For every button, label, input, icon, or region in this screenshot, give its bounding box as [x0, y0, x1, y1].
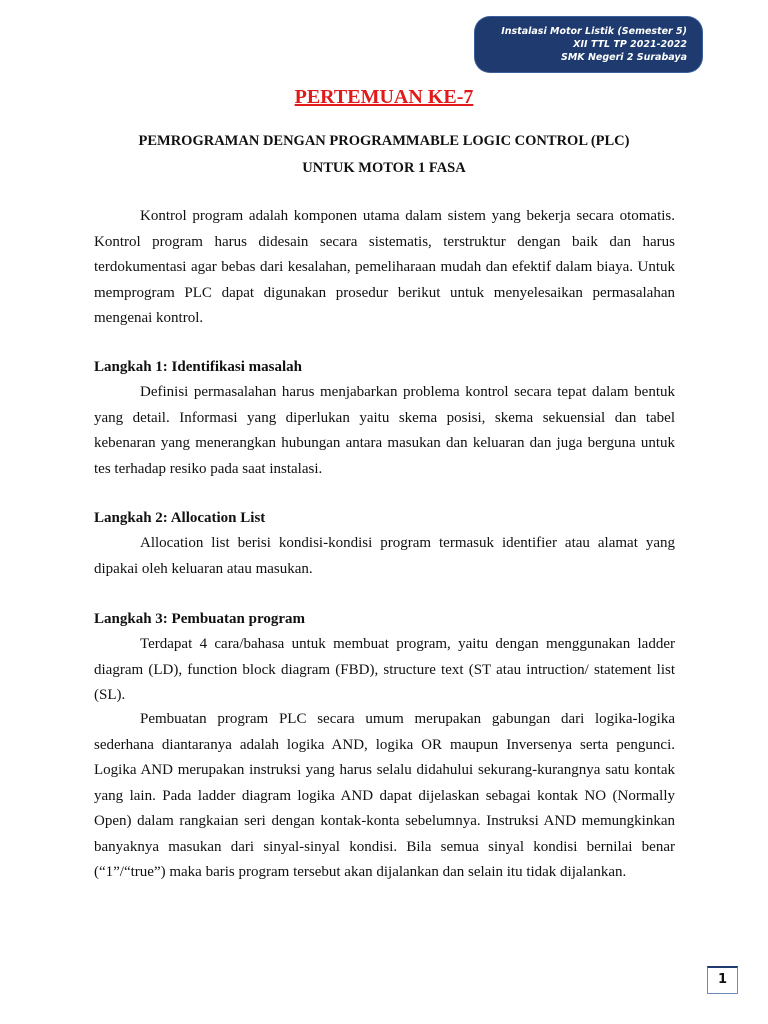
step-2-paragraph: Allocation list berisi kondisi-kondisi program termasuk identifier atau alamat yang dipakai oleh keluaran atau masukan.: [94, 535, 675, 577]
header-course: Instalasi Motor Listik (Semester 5): [501, 26, 687, 37]
step-3-paragraph-1: Terdapat 4 cara/bahasa untuk membuat program, yaitu dengan menggunakan ladder diagram (LD), function block diagram (FBD), structure text (ST atau intruction/ statement list (SL).: [94, 636, 675, 703]
intro-paragraph: Kontrol program adalah komponen utama dalam sistem yang bekerja secara otomatis. Kontrol program harus didesain secara sistematis, terstruktur dengan baik dan harus terdokumentasi agar bebas dari kesalahan, pemeliharaan mudah dan efektif dalam biaya. Untuk memprogram PLC dapat digunakan prosedur berikut untuk menyelesaikan permasalahan mengenai kontrol.: [94, 208, 675, 326]
page-number: 1: [707, 966, 738, 994]
subtitle-line-1: PEMROGRAMAN DENGAN PROGRAMMABLE LOGIC CONTROL (PLC): [138, 133, 630, 149]
header-class-year: XII TTL TP 2021-2022: [573, 39, 687, 50]
page-title: PERTEMUAN KE-7: [294, 86, 474, 108]
step-2-heading: Langkah 2: Allocation List: [94, 510, 266, 526]
step-3-paragraph-2: Pembuatan program PLC secara umum merupakan gabungan dari logika-logika sederhana diantaranya adalah logika AND, logika OR maupun Inversenya serta pengunci. Logika AND merupakan instruksi yang harus selalu didahului sekurang-kurangnya satu kontak yang lain. Pada ladder diagram logika AND dapat dijelaskan sebagai kontak NO (Normally Open) dalam rangkaian seri dengan kontak-konta sebelumnya. Instruksi AND memungkinkan banyaknya masukan dari sinyal-sinyal kondisi. Bila semua sinyal kondisi bernilai benar (“1”/“true”) maka baris program tersebut akan dijalankan dan selain itu tidak dijalankan.: [94, 711, 675, 880]
header-badge: [478, 20, 699, 69]
subtitle-line-2: UNTUK MOTOR 1 FASA: [302, 160, 466, 176]
step-1-paragraph: Definisi permasalahan harus menjabarkan problema kontrol secara tepat dalam bentuk yang detail. Informasi yang diperlukan yaitu skema posisi, skema sekuensial dan tabel kebenaran yang menerangkan hubungan antara masukan dan keluaran dan juga berguna untuk tes terhadap resiko pada saat instalasi.: [94, 384, 675, 477]
step-1-heading: Langkah 1: Identifikasi masalah: [94, 359, 302, 375]
step-3-heading: Langkah 3: Pembuatan program: [94, 611, 305, 627]
header-school: SMK Negeri 2 Surabaya: [561, 52, 687, 63]
